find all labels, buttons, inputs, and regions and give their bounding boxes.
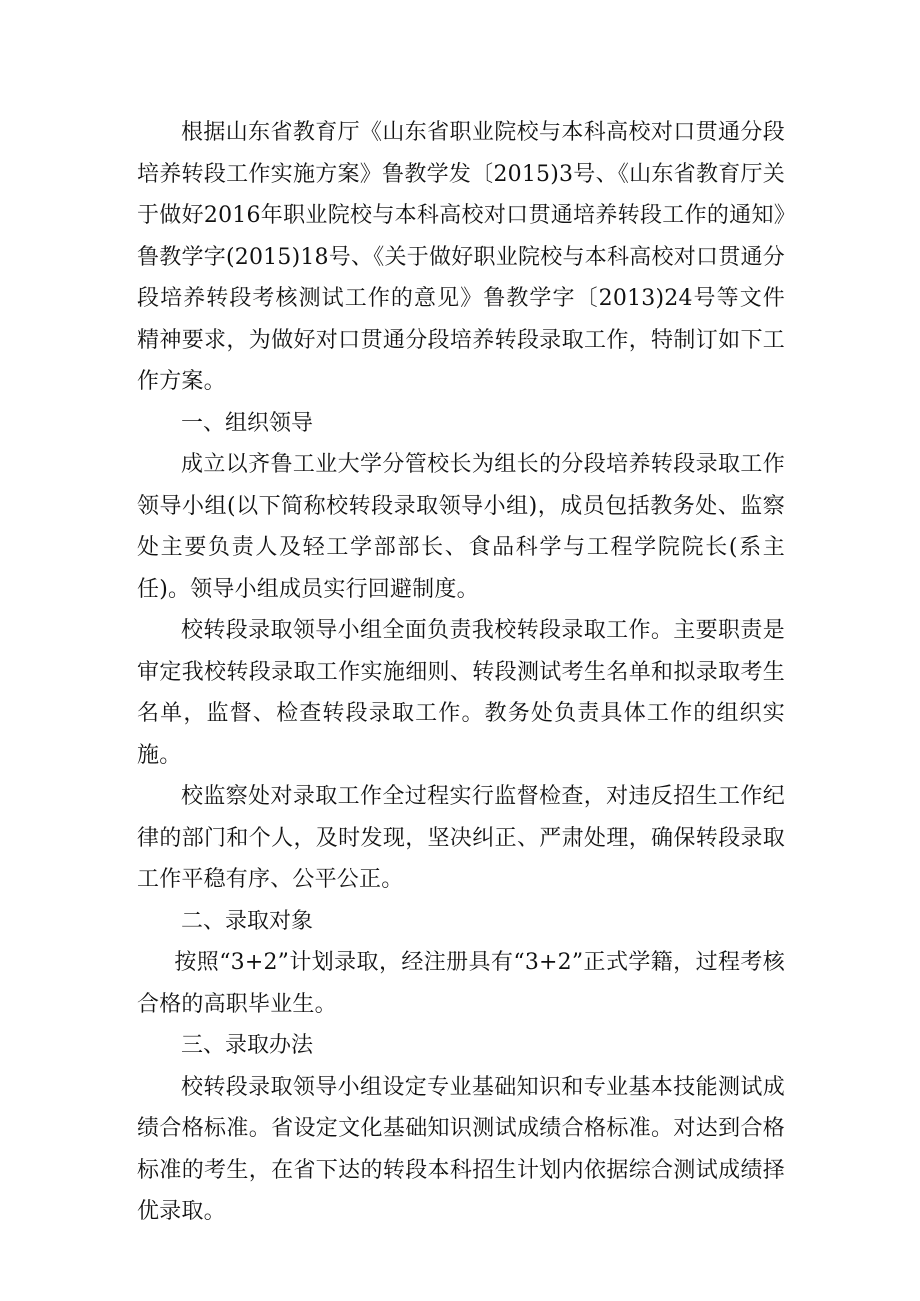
paragraph-intro: 根据山东省教育厅《山东省职业院校与本科高校对口贯通分段培养转段工作实施方案》鲁教学发〔2015)3号、《山东省教育厅关于做好2016年职业院校与本科高校对口贯通培养转段工作的通知》鲁教学字(2015)18号、《关于做好职业院校与本科高校对口贯通分段培养转段考核测试工作的意见》鲁教学字〔2013)24号等文件精神要求，为做好对口贯通分段培养转段录取工作，特制订如下工作方案。 xyxy=(137,120,785,394)
section-heading-admission-targets: 二、录取对象 xyxy=(181,908,314,934)
paragraph-admission-method: 校转段录取领导小组设定专业基础知识和专业基本技能测试成绩合格标准。省设定文化基础知识测试成绩合格标准。对达到合格标准的考生，在省下达的转段本科招生计划内依据综合测试成绩择优录取。 xyxy=(137,1074,785,1224)
section-heading-admission-method: 三、录取办法 xyxy=(181,1033,314,1058)
paragraph-supervision: 校监察处对录取工作全过程实行监督检查，对违反招生工作纪律的部门和个人，及时发现，坚决纠正、严肃处理，确保转段录取工作平稳有序、公平公正。 xyxy=(137,784,785,892)
section-heading-organization: 一、组织领导 xyxy=(181,410,314,436)
paragraph-admission-targets: 按照“3+2”计划录取，经注册具有“3+2”正式学籍，过程考核合格的高职毕业生。 xyxy=(137,950,785,1017)
document-body xyxy=(137,112,785,1233)
paragraph-leadership-group: 成立以齐鲁工业大学分管校长为组长的分段培养转段录取工作领导小组(以下简称校转段录取领导小组)，成员包括教务处、监察处主要负责人及轻工学部部长、食品科学与工程学院院长(系主任)。领导小组成员实行回避制度。 xyxy=(137,452,785,602)
paragraph-leadership-duties: 校转段录取领导小组全面负责我校转段录取工作。主要职责是审定我校转段录取工作实施细则、转段测试考生名单和拟录取考生名单，监督、检查转段录取工作。教务处负责具体工作的组织实施。 xyxy=(137,618,785,768)
